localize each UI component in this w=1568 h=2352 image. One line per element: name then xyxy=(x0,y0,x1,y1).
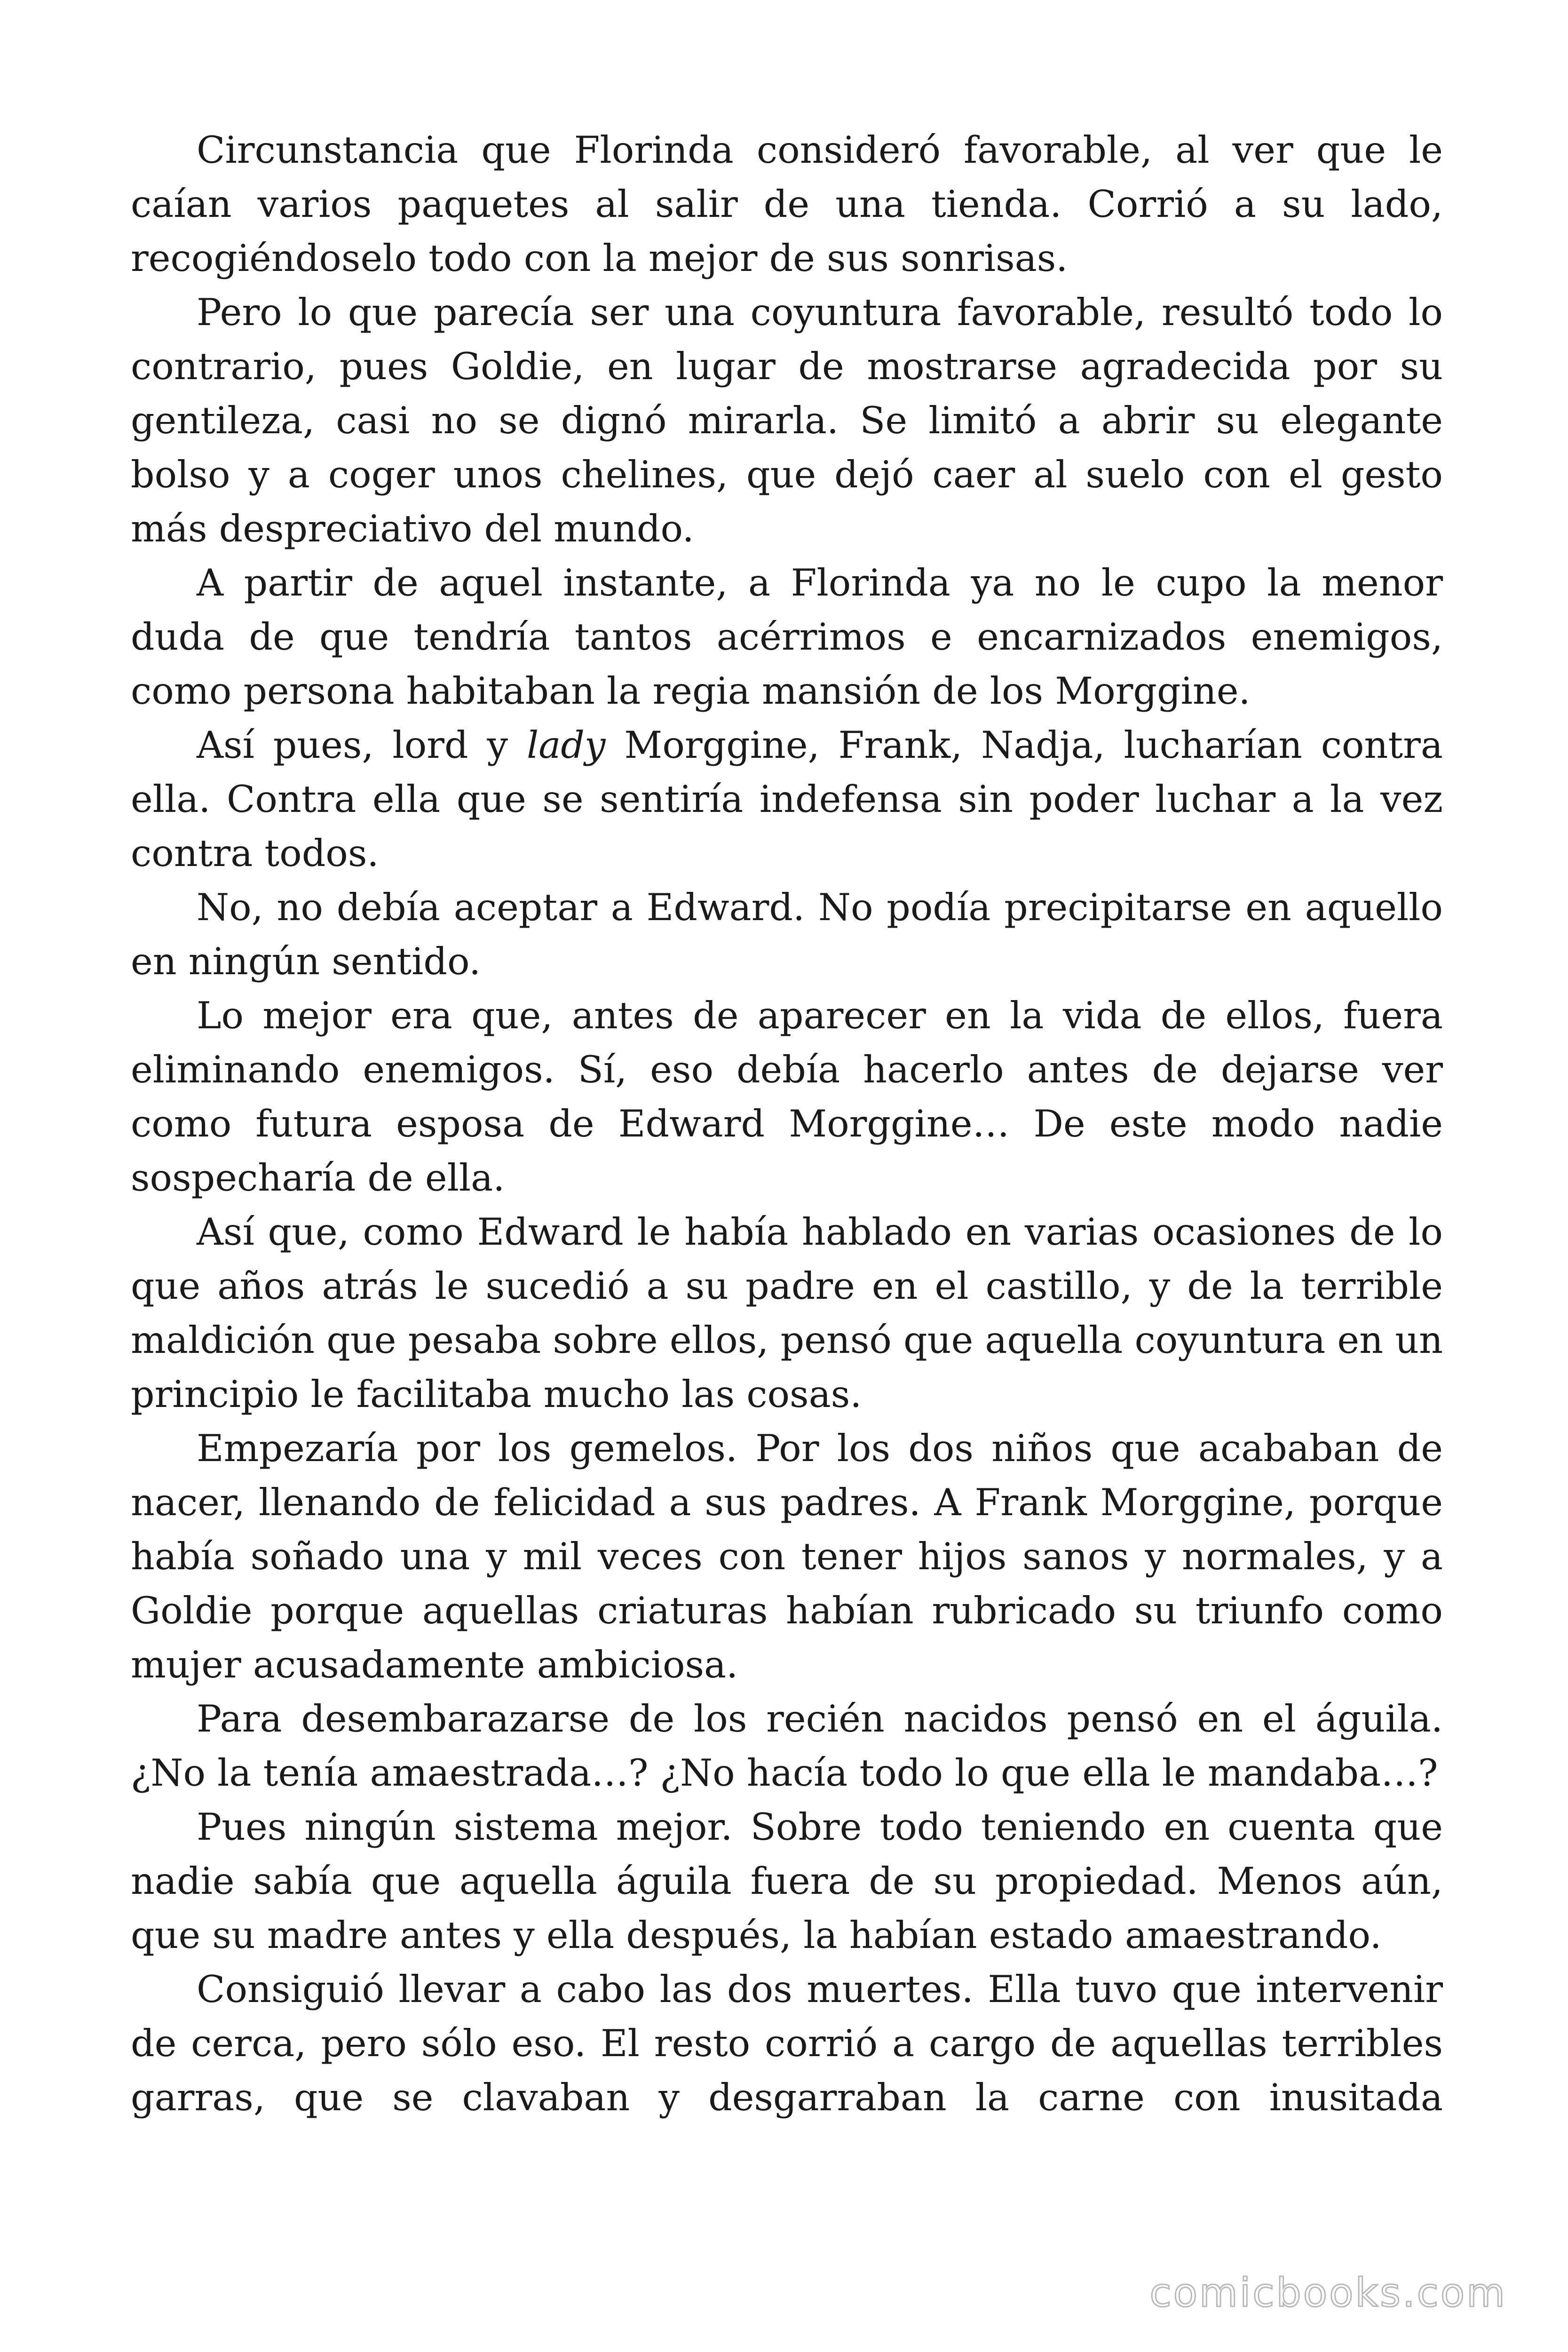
paragraph-text: A partir de aquel instante, a Florinda ya no le cupo la menor duda de que tendría tantos acérrimos e encarnizados enemigos, como persona habitaban la regia mansión de los Morggine. xyxy=(131,561,1443,713)
paragraph-text: Empezaría por los gemelos. Por los dos niños que acababan de nacer, llenando de felicidad a sus padres. A Frank Morggine, porque había soñado una y mil veces con tener hijos sanos y normales, y a Goldie porque aquellas criaturas habían rubricado su triunfo como mujer acusadamente ambiciosa. xyxy=(131,1427,1443,1686)
paragraph-5 xyxy=(131,881,1443,989)
watermark: comicbooks.com xyxy=(1149,2270,1507,2316)
italic-word: lady xyxy=(526,723,606,767)
paragraph-3 xyxy=(131,556,1443,718)
paragraph-4 xyxy=(131,718,1443,881)
paragraph-11 xyxy=(131,1963,1443,2125)
paragraph-text: Pero lo que parecía ser una coyuntura favorable, resultó todo lo contrario, pues Goldie, en lugar de mostrarse agradecida por su gentileza, casi no se dignó mirarla. Se limitó a abrir su elegante bolso y a coger unos chelines, que dejó caer al suelo con el gesto más despreciativo del mundo. xyxy=(131,291,1443,550)
paragraph-text: Así que, como Edward le había hablado en varias ocasiones de lo que años atrás le sucedió a su padre en el castillo, y de la terrible maldición que pesaba sobre ellos, pensó que aquella coyuntura en un principio le facilitaba mucho las cosas. xyxy=(131,1210,1443,1416)
paragraph-2 xyxy=(131,286,1443,556)
paragraph-1 xyxy=(131,123,1443,286)
paragraph-text: Pues ningún sistema mejor. Sobre todo teniendo en cuenta que nadie sabía que aquella águila fuera de su propiedad. Menos aún, que su madre antes y ella después, la habían estado amaestrando. xyxy=(131,1805,1443,1957)
paragraph-6 xyxy=(131,989,1443,1205)
paragraph-7 xyxy=(131,1205,1443,1422)
paragraph-text: Consiguió llevar a cabo las dos muertes. Ella tuvo que intervenir de cerca, pero sólo eso. El resto corrió a cargo de aquellas terribles garras, que se clavaban y desgarraban la carne con inusitada xyxy=(131,1968,1443,2119)
paragraph-text: Circunstancia que Florinda consideró favorable, al ver que le caían varios paquetes al salir de una tienda. Corrió a su lado, recogiéndoselo todo con la mejor de sus sonrisas. xyxy=(131,128,1443,280)
paragraph-text: Morggine, Frank, Nadja, lucharían contra ella. Contra ella que se sentiría indefensa sin poder luchar a la vez contra todos. xyxy=(131,723,1443,875)
paragraph-text: No, no debía aceptar a Edward. No podía precipitarse en aquello en ningún sentido. xyxy=(131,886,1443,983)
paragraph-9 xyxy=(131,1692,1443,1800)
paragraph-text: Así pues, lord y xyxy=(197,723,527,767)
paragraph-text: Lo mejor era que, antes de aparecer en la vida de ellos, fuera eliminando enemigos. Sí, eso debía hacerlo antes de dejarse ver como futura esposa de Edward Morggine… De este modo nadie sospecharía de ella. xyxy=(131,994,1443,1200)
paragraph-8 xyxy=(131,1422,1443,1692)
body-text xyxy=(131,123,1443,2125)
paragraph-10 xyxy=(131,1800,1443,1963)
paragraph-text: Para desembarazarse de los recién nacidos pensó en el águila. ¿No la tenía amaestrada…? ¿No hacía todo lo que ella le mandaba…? xyxy=(131,1697,1443,1795)
